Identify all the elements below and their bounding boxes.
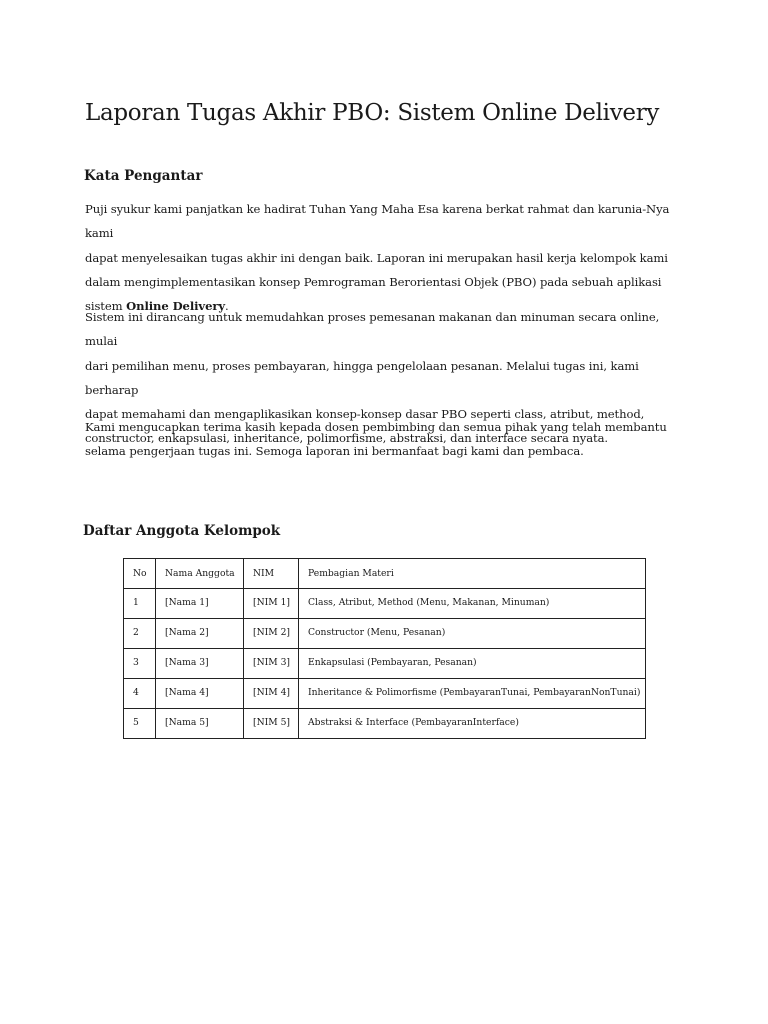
document-title: Laporan Tugas Akhir PBO: Sistem Online Delivery [85,100,660,126]
table-cell: [Nama 2] [156,619,244,649]
table-header-cell: NIM [244,559,299,589]
table-header-cell: Pembagian Materi [299,559,646,589]
paragraph-line: selama pengerjaan tugas ini. Semoga laporan ini bermanfaat bagi kami dan pembaca. [85,444,584,459]
table-cell: [Nama 5] [156,709,244,739]
table-cell: [Nama 1] [156,589,244,619]
table-row [124,709,646,739]
paragraph-line-end: . [225,299,229,314]
table-cell: [NIM 1] [244,589,299,619]
paragraph-line: dapat menyelesaikan tugas akhir ini dengan baik. Laporan ini merupakan hasil kerja kelompok kami [85,250,668,265]
table-cell: 3 [124,649,156,679]
paragraph-line: dari pemilihan menu, proses pembayaran, hingga pengelolaan pesanan. Melalui tugas ini, kami berharap [85,358,639,397]
paragraph-line: sistem [85,299,127,314]
table-cell: 1 [124,589,156,619]
table-header-cell: No [124,559,156,589]
table-cell: [NIM 5] [244,709,299,739]
table-cell: [Nama 4] [156,679,244,709]
table-header-cell: Nama Anggota [156,559,244,589]
kata-pengantar-heading: Kata Pengantar [84,168,203,184]
members-table [123,558,646,739]
table-cell: [NIM 2] [244,619,299,649]
table-cell: [Nama 3] [156,649,244,679]
table-cell: Class, Atribut, Method (Menu, Makanan, Minuman) [299,589,646,619]
anggota-heading: Daftar Anggota Kelompok [83,523,281,539]
paragraph-thanks [85,415,685,464]
table-cell: 5 [124,709,156,739]
table-header-row [124,559,646,589]
table-row [124,649,646,679]
table-cell: [NIM 4] [244,679,299,709]
table-row [124,679,646,709]
table-cell: [NIM 3] [244,649,299,679]
table-row [124,619,646,649]
paragraph-line: dalam mengimplementasikan konsep Pemrograman Berorientasi Objek (PBO) pada sebuah aplikasi [85,274,662,289]
table-cell: Constructor (Menu, Pesanan) [299,619,646,649]
table-row [124,589,646,619]
paragraph-line: constructor, enkapsulasi, inheritance, polimorfisme, abstraksi, dan interface secara nyata. [85,431,608,446]
paragraph-line: Kami mengucapkan terima kasih kepada dosen pembimbing dan semua pihak yang telah membantu [85,420,667,434]
paragraph-line: dapat memahami dan mengaplikasikan konsep-konsep dasar PBO seperti class, atribut, method, [85,407,645,422]
table-cell: 2 [124,619,156,649]
table-cell: Enkapsulasi (Pembayaran, Pesanan) [299,649,646,679]
online-delivery-bold: Online Delivery [126,299,225,314]
table-cell: Inheritance & Polimorfisme (PembayaranTunai, PembayaranNonTunai) [299,679,646,709]
table-cell: 4 [124,679,156,709]
paragraph-intro [85,197,685,318]
table-cell: Abstraksi & Interface (PembayaranInterface) [299,709,646,739]
paragraph-line: Puji syukur kami panjatkan ke hadirat Tuhan Yang Maha Esa karena berkat rahmat dan karunia-Nya kami [85,202,670,241]
paragraph-line: Sistem ini dirancang untuk memudahkan proses pemesanan makanan dan minuman secara online, mulai [85,310,660,349]
